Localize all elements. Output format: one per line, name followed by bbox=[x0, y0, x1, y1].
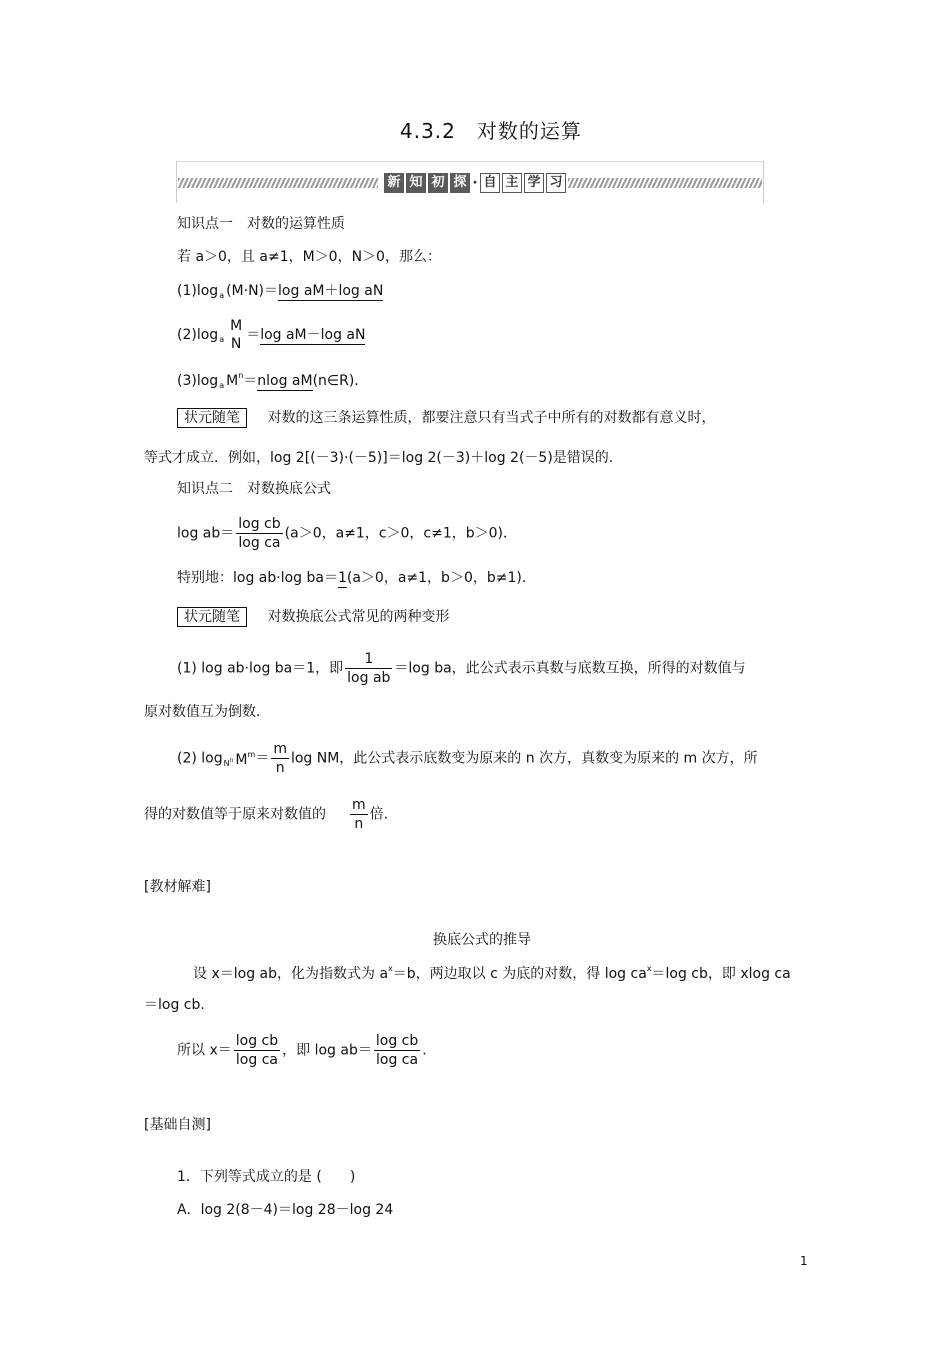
derivation-subtitle: 换底公式的推导 bbox=[433, 932, 531, 948]
kp2-heading: 知识点二 对数换底公式 bbox=[177, 481, 331, 497]
variant-2-continued: 得的对数值等于原来对数值的 $\frac{m}{n}$ 倍. bbox=[144, 797, 389, 832]
variant-1: (1) log ab·log ba＝1，即 $\frac{1}{\text{log ab}}$ ＝log ba，此公式表示真数与底数互换，所得的对数值与 bbox=[177, 651, 746, 686]
note-1-continued: 等式才成立．例如，log 2[(－3)·(－5)]＝log 2(－3)＋log 2(－5)是错误的. bbox=[144, 450, 614, 466]
variant-2-fraction-2: $\frac{m}{n}$ bbox=[352, 797, 366, 832]
property-2: $(2)\log_a$ M N ＝log aM－log aN bbox=[177, 318, 366, 352]
banner-char: 新 bbox=[384, 173, 404, 193]
note-tag: 状元随笔 bbox=[177, 408, 247, 428]
fraction-m-over-n: M N bbox=[230, 318, 243, 352]
question-1-option-a: A．log 2(8－4)＝log 28－log 24 bbox=[177, 1202, 394, 1218]
selftest-heading: [基础自测] bbox=[144, 1117, 211, 1133]
banner-char: 主 bbox=[502, 173, 522, 193]
note-1: 状元随笔 对数的这三条运算性质，都要注意只有当式子中所有的对数都有意义时， bbox=[177, 408, 715, 428]
banner-char: 自 bbox=[480, 173, 500, 193]
section-banner bbox=[176, 161, 764, 203]
banner-char: 初 bbox=[428, 173, 448, 193]
question-1: 1．下列等式成立的是 ( ) bbox=[177, 1169, 356, 1185]
note-tag: 状元随笔 bbox=[177, 607, 247, 627]
variant-2: (2) $\log_{N^n} M^m=$ $\frac{m}{n}$ log NM，此公式表示底数变为原来的 n 次方，真数变为原来的 m 次方，所 bbox=[177, 741, 758, 776]
property-1: $(1)\log_a$ (M·N)＝log aM＋log aN bbox=[177, 283, 384, 300]
property-1-answer: log aM＋log aN bbox=[278, 283, 384, 299]
banner-char: 习 bbox=[546, 173, 566, 193]
derivation-line-3: 所以 x＝ $\frac{\text{log cb}}{\text{log ca}}$ ，即 log ab＝ $\frac{\text{log cb}}{\text{log ca}}$ . bbox=[177, 1033, 427, 1068]
banner-char: 知 bbox=[406, 173, 426, 193]
variant-1-continued: 原对数值互为倒数． bbox=[144, 704, 270, 720]
derivation-fraction-2: $\frac{\text{log cb}}{\text{log ca}}$ bbox=[375, 1033, 419, 1068]
property-3-answer: nlog aM bbox=[257, 373, 313, 389]
kp1-condition: 若 a＞0，且 a≠1，M＞0，N＞0，那么： bbox=[177, 249, 441, 265]
derivation-line-1: 设 x＝log ab，化为指数式为 $a^x=b$，两边取以 c 为底的对数，得 $\log ca^x=\log$ cb，即 xlog ca bbox=[193, 964, 791, 982]
derivation-line-2: ＝log cb. bbox=[144, 997, 205, 1013]
change-of-base-formula: log ab＝ $\frac{\text{log cb}}{\text{log ca}}$ (a＞0，a≠1，c＞0，c≠1，b＞0)． bbox=[177, 516, 518, 551]
formula-fraction: $\frac{\text{log cb}}{\text{log ca}}$ bbox=[238, 516, 281, 551]
kp1-heading: 知识点一 对数的运算性质 bbox=[177, 216, 345, 232]
special-case-answer: 1 bbox=[337, 570, 347, 586]
property-2-answer: log aM－log aN bbox=[260, 327, 366, 343]
page-number: 1 bbox=[800, 1254, 808, 1268]
property-3: $(3)\log_a$ $M^n=nlog$ aM(n∈R)． bbox=[177, 371, 369, 390]
banner-title bbox=[384, 172, 566, 194]
banner-separator: · bbox=[472, 175, 478, 191]
special-case: 特别地：log ab·log ba＝1(a＞0，a≠1，b＞0，b≠1)． bbox=[177, 570, 536, 586]
textbook-heading: [教材解难] bbox=[144, 879, 211, 895]
variant-1-fraction: $\frac{1}{\text{log ab}}$ bbox=[347, 651, 391, 686]
page-title: 4.3.2 对数的运算 bbox=[400, 119, 582, 143]
derivation-fraction-1: $\frac{\text{log cb}}{\text{log ca}}$ bbox=[235, 1033, 279, 1068]
note-2: 状元随笔 对数换底公式常见的两种变形 bbox=[177, 607, 449, 627]
banner-char: 学 bbox=[524, 173, 544, 193]
variant-2-fraction: $\frac{m}{n}$ bbox=[273, 741, 287, 776]
banner-char: 探 bbox=[450, 173, 470, 193]
